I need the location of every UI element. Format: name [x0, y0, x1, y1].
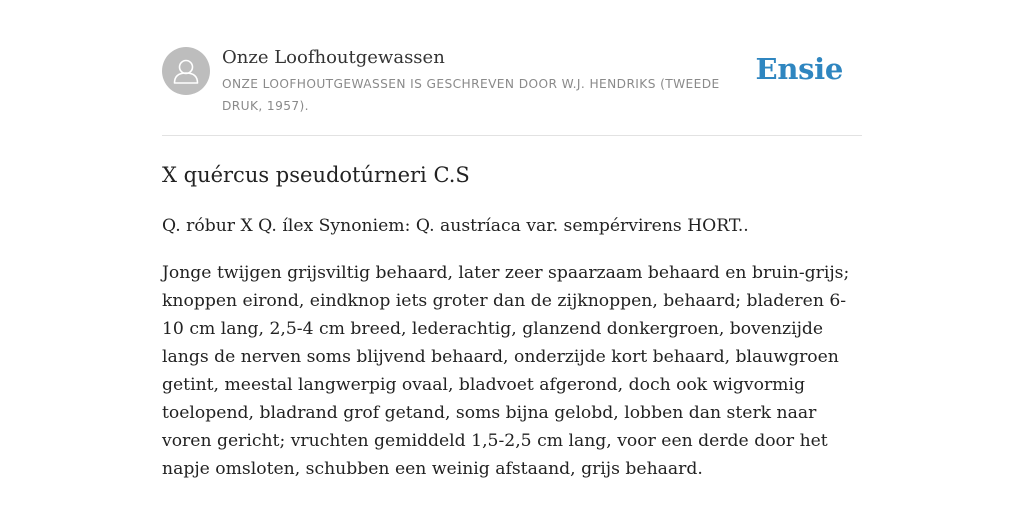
source-description: ONZE LOOFHOUTGEWASSEN IS GESCHREVEN DOOR W.J. HENDRIKS (TWEEDE DRUK, 1957). [222, 77, 720, 113]
entry-title: X quércus pseudotúrneri C.S [162, 163, 470, 187]
ensie-logo[interactable]: Ensie [755, 52, 843, 86]
header-divider [162, 135, 862, 136]
entry-synonym: Q. róbur X Q. ílex Synoniem: Q. austríaca var. sempérvirens HORT.. [162, 216, 749, 236]
author-avatar [162, 47, 210, 95]
user-icon [162, 47, 210, 95]
entry-description: Jonge twijgen grijsviltig behaard, later zeer spaarzaam behaard en bruin-grijs; knoppen eirond, eindknop iets groter dan de zijknoppen, behaard; bladeren 6-10 cm lang, 2,5-4 cm breed, lederachtig, glanzend donkergroen, bovenzijde langs de nerven soms blijvend behaard, onderzijde kort behaard, blauwgroen getint, meestal langwerpig ovaal, bladvoet afgerond, doch ook wigvormig toelopend, bladrand grof getand, soms bijna gelobd, lobben dan sterk naar voren gericht; vruchten gemiddeld 1,5-2,5 cm lang, voor een derde door het napje omsloten, schubben een weinig afstaand, grijs behaard. [162, 263, 850, 479]
source-header [162, 46, 862, 136]
source-title[interactable]: Onze Loofhoutgewassen [222, 47, 445, 68]
